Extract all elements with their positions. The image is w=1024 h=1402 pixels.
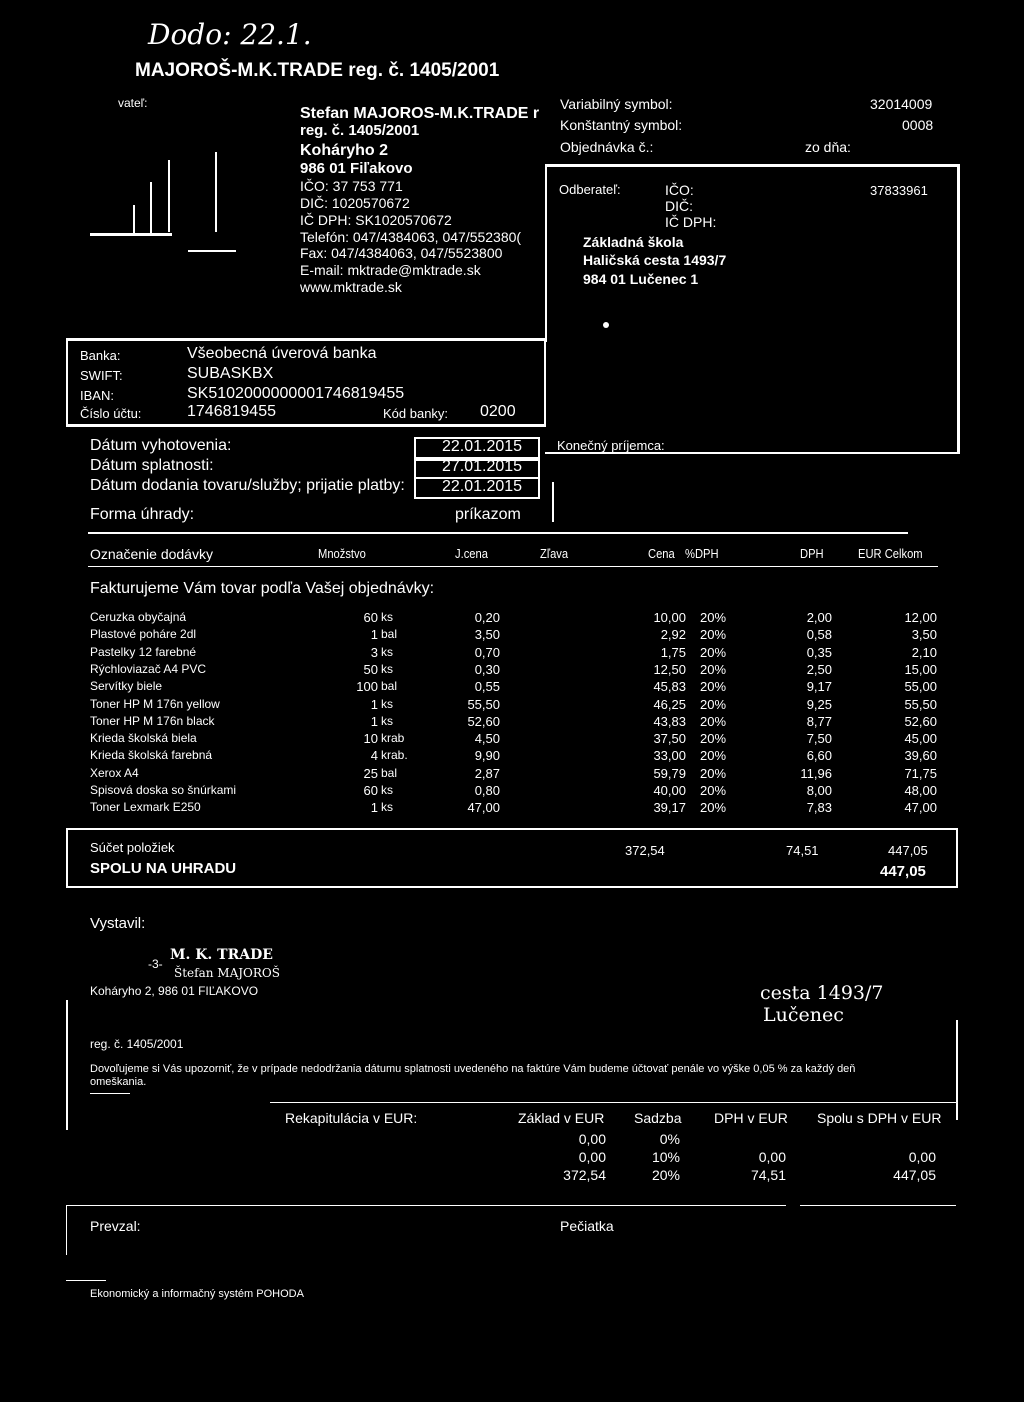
item-unit: bal <box>381 679 398 694</box>
system-name: Ekonomický a informačný systém POHODA <box>90 1288 304 1300</box>
item-vat: 0,35 <box>806 644 832 660</box>
recap-cell: 0,00 <box>908 1149 936 1165</box>
prevzal-top-line-right <box>800 1205 956 1206</box>
supplier-email: E-mail: mktrade@mktrade.sk <box>300 262 481 279</box>
item-total: 55,50 <box>904 696 937 712</box>
item-price: 12,50 <box>653 661 686 677</box>
item-qty: 1 <box>370 800 378 816</box>
odberatel-label: Odberateľ: <box>559 182 621 197</box>
totals-box-bottom <box>66 886 958 888</box>
kod-banky-label: Kód banky: <box>383 406 449 421</box>
table-row <box>0 627 1024 644</box>
table-row <box>0 766 1024 783</box>
datum-dodania-label: Dátum dodania tovaru/služby; prijatie platby: <box>90 477 405 494</box>
table-row <box>0 662 1024 679</box>
item-price: 33,00 <box>653 748 686 764</box>
datum-vyhotovenia-value: 22.01.2015 <box>442 438 523 455</box>
totals-box-right <box>956 828 958 888</box>
item-vat-rate: 20% <box>700 610 727 625</box>
prevzal-top-line <box>66 1205 786 1206</box>
variabilny-label: Variabilný symbol: <box>560 96 673 112</box>
recap-cell: 20% <box>651 1167 680 1183</box>
item-vat-rate: 20% <box>700 765 727 781</box>
item-unit: ks <box>381 610 393 624</box>
konecny-prijemca-label: Konečný príjemca: <box>557 438 665 453</box>
customer-box-top <box>545 164 960 167</box>
prevzal-left-line <box>66 1205 67 1255</box>
item-vat: 8,77 <box>806 713 832 729</box>
item-unit: ks <box>381 644 393 659</box>
page-title: MAJOROŠ-M.K.TRADE reg. č. 1405/2001 <box>135 60 500 81</box>
forma-uhrady-value: príkazom <box>455 506 521 523</box>
reg-number: reg. č. 1405/2001 <box>90 1037 184 1051</box>
customer-street: Haličská cesta 1493/7 <box>583 252 727 268</box>
sucet-dph: 74,51 <box>786 843 819 858</box>
item-total: 15,00 <box>904 661 937 677</box>
footer-left-line <box>66 1000 68 1130</box>
swift-label: SWIFT: <box>80 368 123 383</box>
item-total: 2,10 <box>911 644 937 660</box>
header-jcena: J.cena <box>455 546 488 561</box>
item-price: 39,17 <box>653 800 686 816</box>
footer-right-line <box>956 1020 958 1120</box>
recap-cell: 74,51 <box>750 1167 786 1183</box>
item-name: Plastové poháre 2dl <box>90 627 197 642</box>
item-unit: ks <box>381 713 393 728</box>
item-total: 52,60 <box>904 713 937 729</box>
supplier-fax: Fax: 047/4384063, 047/5523800 <box>300 245 503 262</box>
table-intro: Fakturujeme Vám tovar podľa Vašej objednávky: <box>90 580 435 597</box>
supplier-city: 986 01 Fiľakovo <box>300 160 413 178</box>
variabilny-value: 32014009 <box>870 96 933 112</box>
recap-cell: 0,00 <box>758 1149 786 1165</box>
rekap-header-zaklad: Základ v EUR <box>518 1110 605 1126</box>
item-unit-price: 55,50 <box>467 696 500 712</box>
item-total: 47,00 <box>904 800 937 816</box>
item-name: Spisová doska so šnúrkami <box>90 783 237 797</box>
customer-box-right <box>957 164 960 454</box>
recap-cell: 10% <box>651 1149 680 1165</box>
item-vat: 2,50 <box>806 661 832 677</box>
customer-city: 984 01 Lučenec 1 <box>583 271 699 287</box>
sucet-cena: 372,54 <box>625 843 665 858</box>
item-vat: 7,83 <box>806 800 832 816</box>
zo-dna-label: zo dňa: <box>805 139 851 155</box>
datum-dodania-value: 22.01.2015 <box>442 478 523 495</box>
bank-box-bottom <box>66 424 546 427</box>
item-qty: 1 <box>370 696 378 712</box>
customer-name: Základná škola <box>583 234 684 250</box>
table-row <box>0 748 1024 765</box>
item-unit-price: 52,60 <box>467 713 500 729</box>
item-qty: 25 <box>363 765 378 781</box>
header-dph: DPH <box>800 546 824 561</box>
item-name: Toner HP M 176n yellow <box>90 696 220 711</box>
supplier-dic: DIČ: 1020570672 <box>300 194 410 211</box>
recap-cell: 372,54 <box>563 1167 606 1183</box>
item-name: Toner Lexmark E250 <box>90 800 201 815</box>
prevzal-label: Prevzal: <box>90 1218 141 1234</box>
header-oznacenie: Označenie dodávky <box>90 546 213 562</box>
item-price: 37,50 <box>653 731 686 747</box>
item-vat-rate: 20% <box>700 644 727 660</box>
item-vat-rate: 20% <box>700 748 727 764</box>
item-vat: 0,58 <box>806 627 832 643</box>
item-name: Ceruzka obyčajná <box>90 610 187 624</box>
item-total: 12,00 <box>904 610 937 625</box>
item-unit-price: 0,55 <box>474 679 500 695</box>
rekap-header-spolu: Spolu s DPH v EUR <box>817 1110 942 1126</box>
supplier-icdph: IČ DPH: SK1020570672 <box>300 211 452 228</box>
item-qty: 1 <box>370 627 378 643</box>
item-qty: 4 <box>370 748 378 764</box>
table-header-top-line <box>88 532 908 534</box>
header-percent-dph: %DPH <box>685 546 719 561</box>
item-name: Xerox A4 <box>90 765 139 780</box>
datum-vyhotovenia-label: Dátum vyhotovenia: <box>90 437 232 454</box>
system-top-line <box>66 1280 106 1281</box>
item-unit-price: 0,20 <box>474 610 500 625</box>
supplier-web: www.mktrade.sk <box>300 278 402 295</box>
table-row <box>0 610 1024 627</box>
recap-cell: 0,00 <box>578 1149 606 1165</box>
supplier-phone: Telefón: 047/4384063, 047/552380( <box>300 228 522 245</box>
spolu-value: 447,05 <box>880 863 926 880</box>
customer-icdph-label: IČ DPH: <box>665 214 717 230</box>
table-row <box>0 800 1024 817</box>
item-unit-price: 9,90 <box>474 748 500 764</box>
item-price: 2,92 <box>660 627 686 643</box>
totals-box-left <box>66 828 68 888</box>
item-unit: krab. <box>381 748 408 763</box>
item-qty: 50 <box>363 661 378 677</box>
item-unit-price: 2,87 <box>474 765 500 781</box>
item-price: 45,83 <box>653 679 686 695</box>
header-mnozstvo: Množstvo <box>318 546 366 561</box>
recap-cell: 447,05 <box>893 1167 936 1183</box>
item-price: 43,83 <box>653 713 686 729</box>
rekap-label: Rekapitulácia v EUR: <box>285 1110 418 1126</box>
recap-cell: 0% <box>659 1131 680 1147</box>
rekap-header-sadzba: Sadzba <box>634 1110 682 1126</box>
recap-cell: 0,00 <box>578 1131 606 1147</box>
item-qty: 60 <box>363 610 378 625</box>
item-vat: 11,96 <box>800 765 832 781</box>
item-unit: ks <box>381 661 393 676</box>
item-unit-price: 0,30 <box>474 661 500 677</box>
bank-box-left <box>66 338 68 426</box>
divider-vertical <box>552 482 554 522</box>
rekap-header-dph: DPH v EUR <box>714 1110 788 1126</box>
ucet-value: 1746819455 <box>187 403 276 420</box>
iban-value: SK5102000000001746819455 <box>187 385 405 402</box>
item-price: 10,00 <box>653 610 686 625</box>
item-vat-rate: 20% <box>700 731 727 747</box>
banka-label: Banka: <box>80 348 121 363</box>
item-name: Toner HP M 176n black <box>90 713 215 728</box>
penalty-notice: Dovoľujeme si Vás upozorniť, že v prípade nedodržania dátumu splatnosti uvedeného na faktúre Vám budeme účtovať penále vo výške 0,05 % za každý deň omeškania. <box>90 1063 856 1088</box>
item-qty: 3 <box>370 644 378 660</box>
table-row <box>0 697 1024 714</box>
item-unit: krab <box>381 731 405 746</box>
item-total: 3,50 <box>911 627 937 643</box>
totals-box-top <box>66 828 958 830</box>
customer-box-left <box>545 164 547 342</box>
item-qty: 60 <box>363 783 378 798</box>
notice-underline <box>90 1093 130 1094</box>
header-eur-celkom: EUR Celkom <box>858 546 923 561</box>
bank-box-top <box>66 338 546 341</box>
handwritten-city: Lučenec <box>763 1004 844 1026</box>
item-vat-rate: 20% <box>700 661 727 677</box>
item-vat: 2,00 <box>806 610 832 625</box>
item-vat-rate: 20% <box>700 627 727 643</box>
item-name: Krieda školská farebná <box>90 748 213 763</box>
supplier-name: Stefan MAJOROS-M.K.TRADE r <box>300 105 540 122</box>
recap-top-line <box>270 1102 958 1103</box>
item-unit: ks <box>381 783 393 797</box>
header-zlava: Zľava <box>540 546 569 561</box>
spolu-label: SPOLU NA UHRADU <box>90 860 237 877</box>
item-total: 45,00 <box>904 731 937 747</box>
dot-mark <box>603 322 609 328</box>
ucet-label: Číslo účtu: <box>80 406 142 421</box>
banka-value: Všeobecná úverová banka <box>187 345 377 362</box>
forma-uhrady-label: Forma úhrady: <box>90 506 195 523</box>
item-unit-price: 0,70 <box>474 644 500 660</box>
handwritten-note: Dodo: 22.1. <box>148 18 312 51</box>
sucet-celkom: 447,05 <box>888 843 928 858</box>
item-vat-rate: 20% <box>700 800 727 816</box>
item-price: 46,25 <box>653 696 686 712</box>
item-qty: 1 <box>370 713 378 729</box>
item-price: 59,79 <box>653 765 686 781</box>
supplier-street: Koháryho 2 <box>300 141 389 159</box>
item-total: 39,60 <box>904 748 937 764</box>
kod-banky-value: 0200 <box>480 403 516 420</box>
item-total: 71,75 <box>904 765 937 781</box>
peciatka-label: Pečiatka <box>560 1218 614 1234</box>
swift-value: SUBASKBX <box>187 365 274 382</box>
header-cena: Cena <box>648 546 675 561</box>
item-qty: 100 <box>356 679 378 695</box>
item-vat-rate: 20% <box>700 679 727 695</box>
datum-splatnosti-value: 27.01.2015 <box>442 458 523 475</box>
supplier-ico: IČO: 37 753 771 <box>300 178 403 195</box>
vystavil-label: Vystavil: <box>90 915 146 932</box>
item-unit: bal <box>381 627 398 642</box>
datum-splatnosti-label: Dátum splatnosti: <box>90 457 214 474</box>
bank-box-right <box>544 338 546 426</box>
item-total: 48,00 <box>904 783 937 798</box>
item-price: 1,75 <box>660 644 686 660</box>
table-row <box>0 783 1024 800</box>
objednavka-label: Objednávka č.: <box>560 139 654 155</box>
table-row <box>0 714 1024 731</box>
iban-label: IBAN: <box>80 388 114 403</box>
item-price: 40,00 <box>653 783 686 798</box>
item-name: Pastelky 12 farebné <box>90 644 197 659</box>
item-vat-rate: 20% <box>700 696 727 712</box>
item-vat-rate: 20% <box>700 783 727 798</box>
item-unit: ks <box>381 800 393 815</box>
item-qty: 10 <box>363 731 378 747</box>
supplier-label: vateľ: <box>118 96 148 110</box>
item-unit: ks <box>381 696 393 711</box>
item-unit-price: 3,50 <box>474 627 500 643</box>
sucet-label: Súčet položiek <box>90 840 175 855</box>
item-vat: 6,60 <box>806 748 832 764</box>
supplier-reg: reg. č. 1405/2001 <box>300 121 420 139</box>
table-row <box>0 731 1024 748</box>
table-header-bottom-line <box>88 566 938 567</box>
customer-dic-label: DIČ: <box>665 198 693 214</box>
item-name: Rýchloviazač A4 PVC <box>90 661 207 676</box>
item-name: Servítky biele <box>90 679 163 694</box>
handwritten-street: cesta 1493/7 <box>760 982 884 1004</box>
item-name: Krieda školská biela <box>90 731 197 746</box>
item-total: 55,00 <box>904 679 937 695</box>
item-vat: 8,00 <box>806 783 832 798</box>
table-row <box>0 679 1024 696</box>
supplier-block <box>300 106 539 296</box>
item-unit-price: 0,80 <box>474 783 500 798</box>
customer-ico-label: IČO: <box>665 182 694 198</box>
item-vat: 9,17 <box>806 679 832 695</box>
item-unit: bal <box>381 765 398 780</box>
item-vat: 9,25 <box>806 696 832 712</box>
konstantny-label: Konštantný symbol: <box>560 117 683 133</box>
table-row <box>0 645 1024 662</box>
item-vat-rate: 20% <box>700 713 727 729</box>
item-unit-price: 47,00 <box>467 800 500 816</box>
item-unit-price: 4,50 <box>474 731 500 747</box>
konstantny-value: 0008 <box>902 117 934 133</box>
item-vat: 7,50 <box>806 731 832 747</box>
customer-ico-value: 37833961 <box>870 183 928 198</box>
